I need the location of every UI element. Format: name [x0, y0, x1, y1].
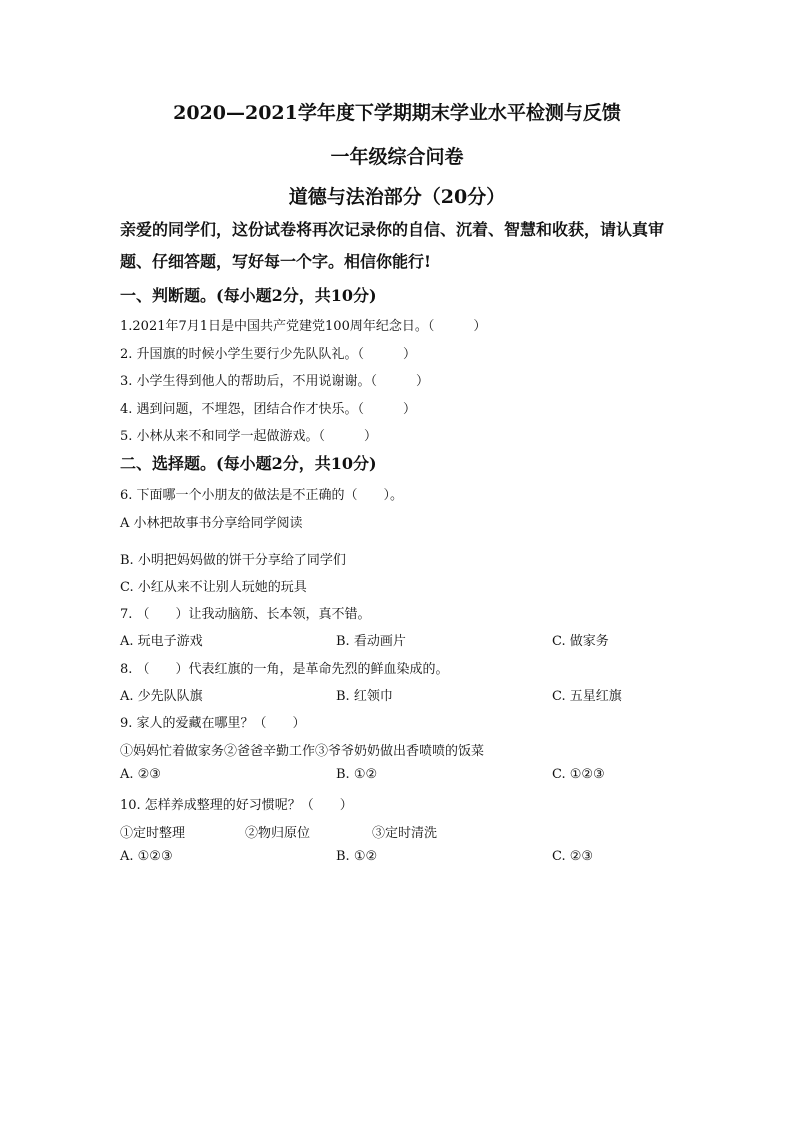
q10-note-1: ①定时整理: [120, 826, 186, 841]
q7-option-c: C. 做家务: [552, 634, 609, 649]
exam-subtitle: 一年级综合问卷: [330, 146, 464, 168]
q7-option-a: A. 玩电子游戏: [120, 634, 203, 649]
q9-note: ①妈妈忙着做家务②爸爸辛勤工作③爷爷奶奶做出香喷喷的饭菜: [120, 744, 485, 759]
exam-title: 2020—2021学年度下学期期末学业水平检测与反馈: [173, 102, 621, 124]
q6-option-b: B. 小明把妈妈做的饼干分享给了同学们: [120, 553, 346, 568]
q9-stem: 9. 家人的爱藏在哪里？（ ）: [120, 716, 306, 731]
intro-paragraph: 亲爱的同学们，这份试卷将再次记录你的自信、沉着、智慧和收获，请认真审题、仔细答题，写好每一个字。相信你能行!: [120, 220, 665, 271]
section2-heading: 二、选择题。(每小题2分，共10分): [120, 454, 377, 473]
q6-option-c: C. 小红从来不让别人玩她的玩具: [120, 580, 307, 595]
q10-stem: 10. 怎样养成整理的好习惯呢？（ ）: [120, 798, 353, 813]
q10-note-3: ③定时清洗: [372, 826, 438, 841]
judge-item-5: 5. 小林从来不和同学一起做游戏。（ ）: [120, 429, 378, 444]
q8-stem: 8. （ ）代表红旗的一角，是革命先烈的鲜血染成的。: [120, 662, 449, 677]
q10-option-b: B. ①②: [336, 849, 378, 864]
q6-stem: 6. 下面哪一个小朋友的做法是不正确的（ ）。: [120, 488, 404, 503]
judge-item-2: 2. 升国旗的时候小学生要行少先队队礼。（ ）: [120, 347, 417, 362]
q9-option-b: B. ①②: [336, 767, 378, 782]
q6-option-a: A 小林把故事书分享给同学阅读: [120, 516, 303, 531]
section1-heading: 一、判断题。(每小题2分，共10分): [120, 286, 377, 305]
q8-option-a: A. 少先队队旗: [120, 689, 203, 704]
judge-item-4: 4. 遇到问题，不埋怨，团结合作才快乐。（ ）: [120, 402, 417, 417]
q9-option-c: C. ①②③: [552, 767, 605, 782]
q7-stem: 7. （ ）让我动脑筋、长本领，真不错。: [120, 607, 371, 622]
q9-option-a: A. ②③: [120, 767, 161, 782]
q10-option-a: A. ①②③: [120, 849, 173, 864]
q10-note-2: ②物归原位: [245, 826, 311, 841]
q7-option-b: B. 看动画片: [336, 634, 406, 649]
q10-option-c: C. ②③: [552, 849, 594, 864]
q8-option-b: B. 红领巾: [336, 689, 393, 704]
q8-option-c: C. 五星红旗: [552, 689, 622, 704]
judge-item-1: 1.2021年7月1日是中国共产党建党100周年纪念日。（ ）: [120, 319, 487, 334]
section-title: 道德与法治部分（20分）: [288, 186, 506, 208]
judge-item-3: 3. 小学生得到他人的帮助后，不用说谢谢。（ ）: [120, 374, 430, 389]
